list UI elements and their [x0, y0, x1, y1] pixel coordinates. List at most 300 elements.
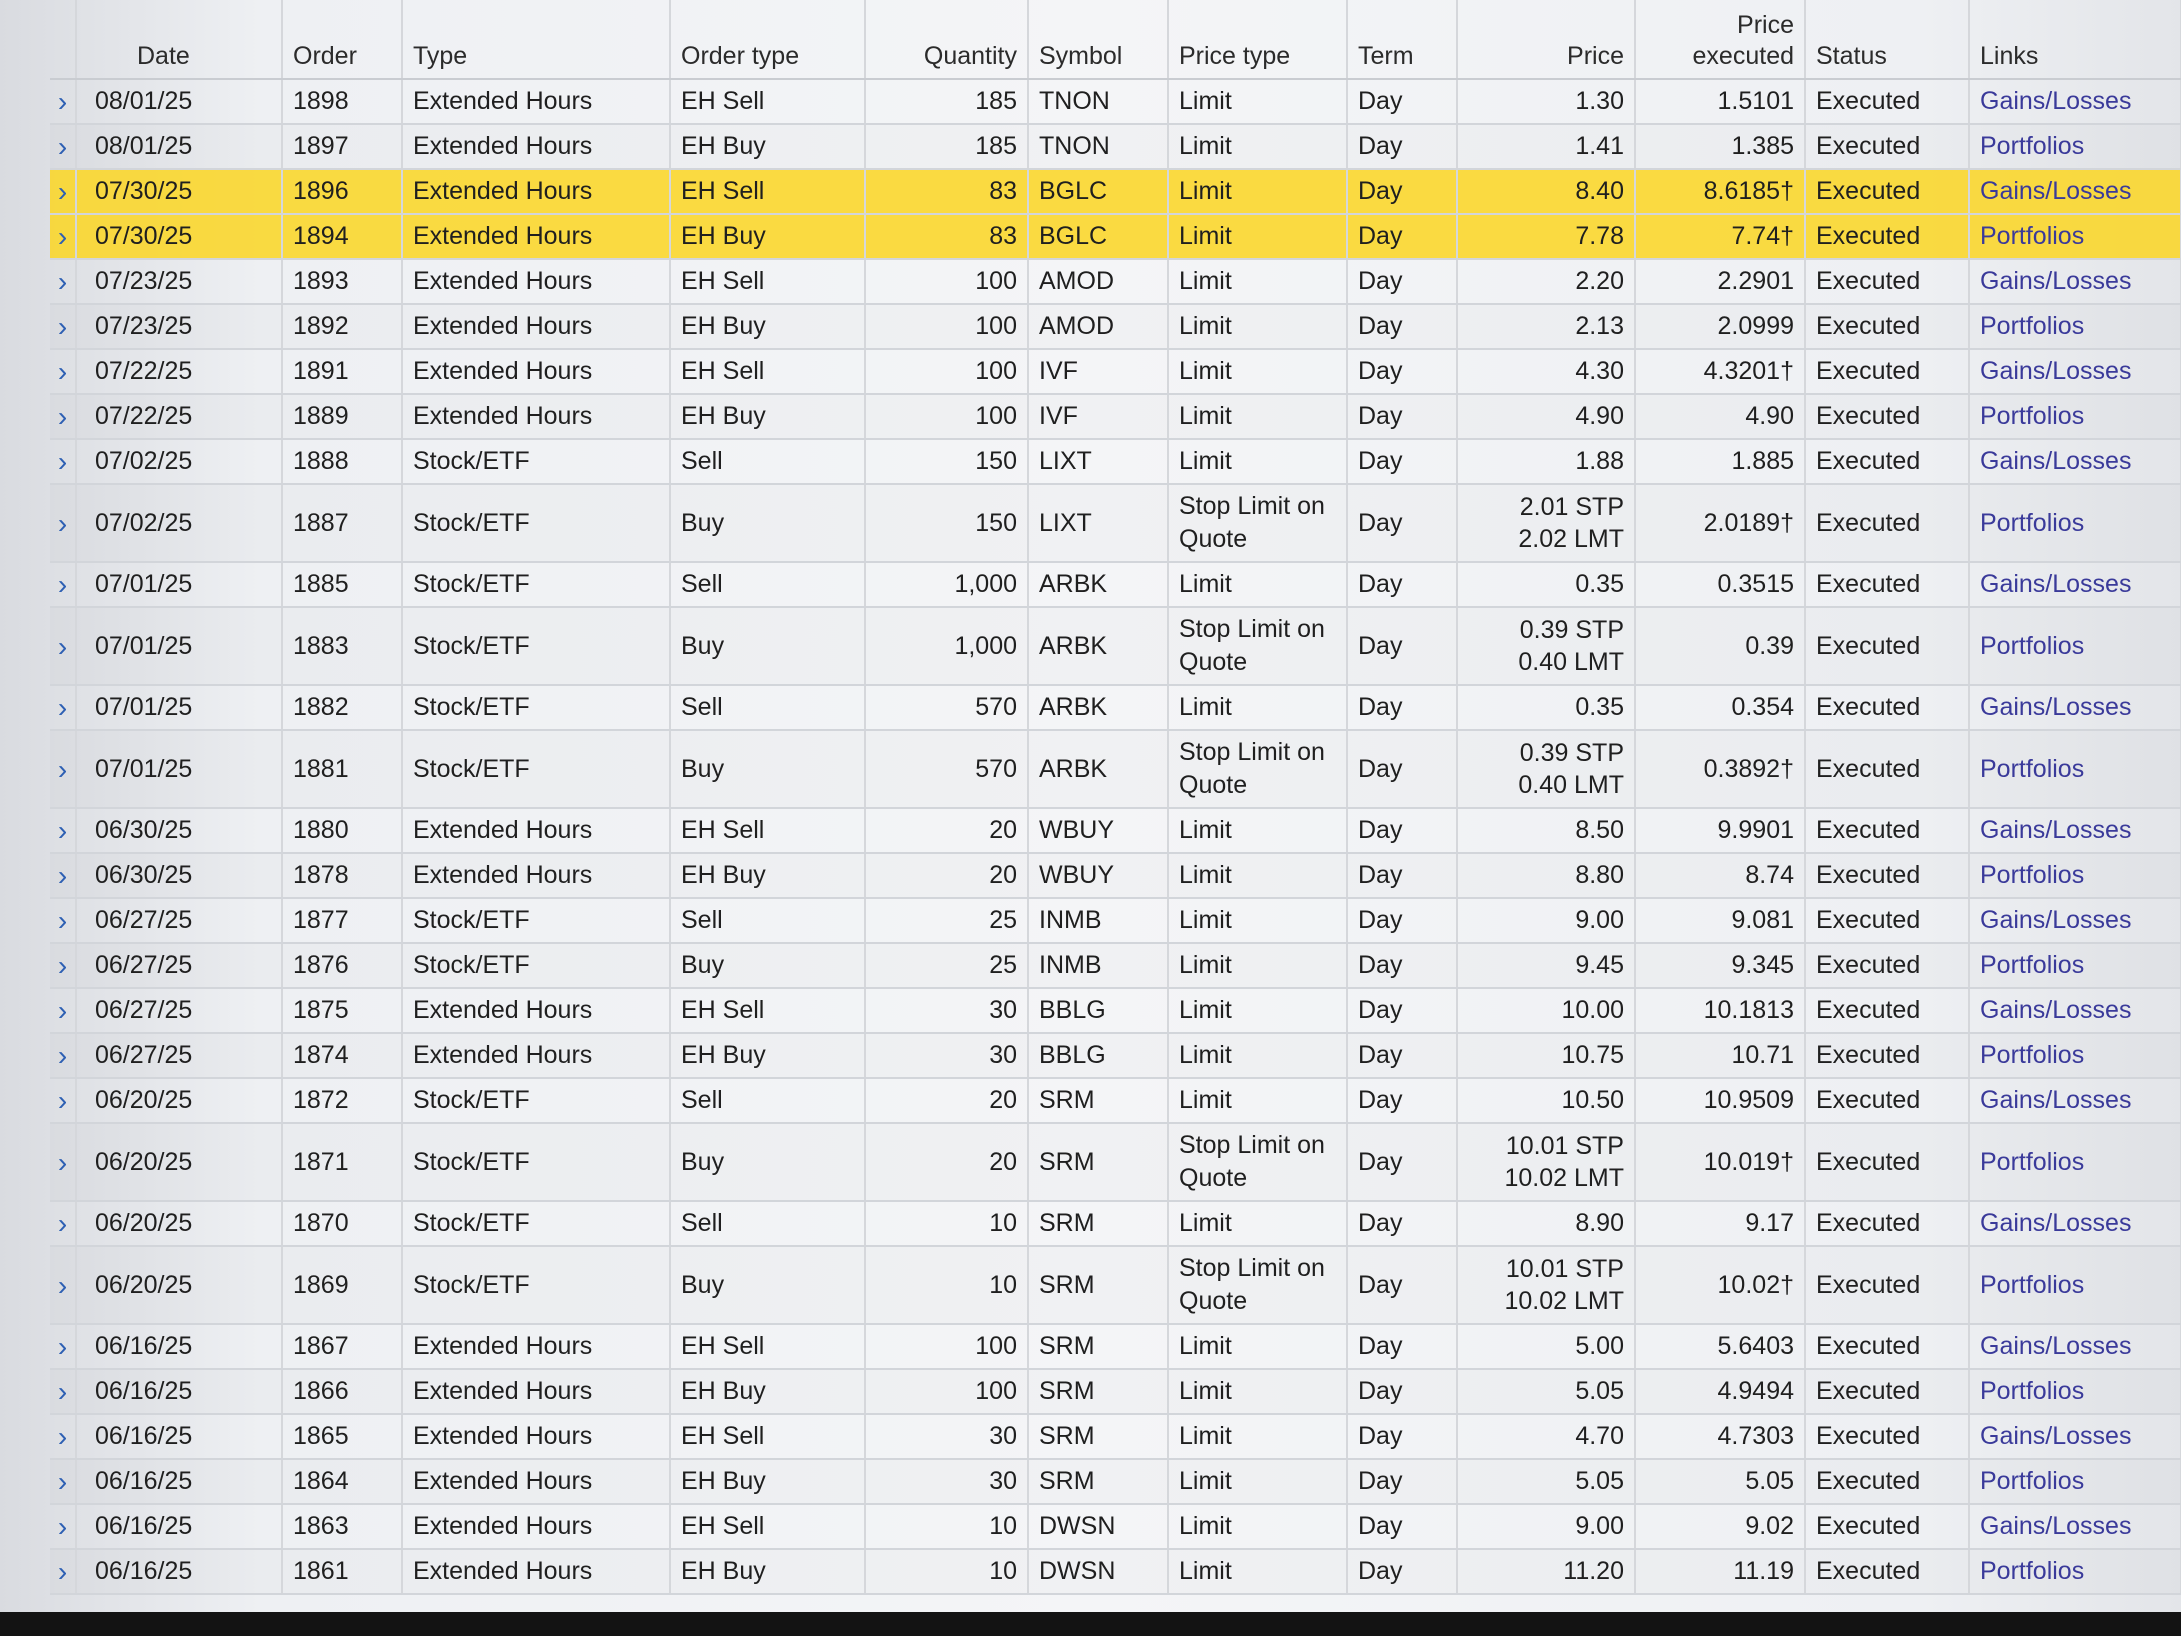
date-cell: 07/02/25 [76, 439, 282, 484]
price-cell: 8.50 [1457, 808, 1635, 853]
price-type-cell: Limit [1168, 439, 1347, 484]
status-cell: Executed [1805, 943, 1969, 988]
row-link[interactable]: Portfolios [1969, 214, 2181, 259]
order-number-cell: 1891 [282, 349, 402, 394]
chevron-right-icon[interactable]: › [50, 394, 76, 439]
status-cell: Executed [1805, 988, 1969, 1033]
price-type-cell: Limit [1168, 562, 1347, 607]
column-header-date[interactable]: Date [76, 0, 282, 79]
price-executed-cell: 0.354 [1635, 685, 1805, 730]
price-type-cell: Limit [1168, 394, 1347, 439]
quantity-cell: 100 [865, 259, 1028, 304]
quantity-cell: 83 [865, 214, 1028, 259]
table-row[interactable] [50, 304, 2181, 349]
chevron-right-icon[interactable]: › [50, 259, 76, 304]
date-cell: 07/30/25 [76, 214, 282, 259]
quantity-cell: 30 [865, 988, 1028, 1033]
row-link[interactable]: Gains/Losses [1969, 808, 2181, 853]
limit-price: 0.40 LMT [1518, 648, 1624, 676]
status-cell: Executed [1805, 898, 1969, 943]
order-number-cell: 1864 [282, 1459, 402, 1504]
term-cell: Day [1347, 988, 1457, 1033]
order-number-cell: 1883 [282, 607, 402, 685]
quantity-cell: 1,000 [865, 607, 1028, 685]
column-header-term[interactable]: Term [1347, 0, 1457, 79]
term-cell: Day [1347, 484, 1457, 562]
symbol-cell: BBLG [1028, 988, 1168, 1033]
price-executed-cell: 10.9509 [1635, 1078, 1805, 1123]
quantity-cell: 10 [865, 1246, 1028, 1324]
row-link[interactable]: Portfolios [1969, 730, 2181, 808]
price-type-cell: Limit [1168, 808, 1347, 853]
column-header-status[interactable]: Status [1805, 0, 1969, 79]
status-cell: Executed [1805, 394, 1969, 439]
order-type-cell: Buy [670, 1123, 865, 1201]
order-number-cell: 1885 [282, 562, 402, 607]
table-row[interactable] [50, 484, 2181, 562]
order-number-cell: 1861 [282, 1549, 402, 1594]
quantity-cell: 30 [865, 1414, 1028, 1459]
price-cell: 4.30 [1457, 349, 1635, 394]
row-link[interactable]: Portfolios [1969, 1033, 2181, 1078]
price-type-cell: Stop Limit on Quote [1168, 607, 1347, 685]
table-row[interactable] [50, 898, 2181, 943]
chevron-right-icon[interactable]: › [50, 1549, 76, 1594]
order-type-cell: Buy [670, 484, 865, 562]
type-cell: Stock/ETF [402, 562, 670, 607]
term-cell: Day [1347, 124, 1457, 169]
price-type-cell: Limit [1168, 1504, 1347, 1549]
column-header-order[interactable]: Order [282, 0, 402, 79]
chevron-right-icon[interactable]: › [50, 562, 76, 607]
row-link[interactable]: Gains/Losses [1969, 898, 2181, 943]
term-cell: Day [1347, 304, 1457, 349]
table-row[interactable] [50, 1246, 2181, 1324]
order-number-cell: 1893 [282, 259, 402, 304]
price-executed-cell: 0.3892† [1635, 730, 1805, 808]
term-cell: Day [1347, 79, 1457, 124]
term-cell: Day [1347, 1201, 1457, 1246]
price-type-cell: Limit [1168, 124, 1347, 169]
price-cell: 5.05 [1457, 1459, 1635, 1504]
term-cell: Day [1347, 685, 1457, 730]
row-link[interactable]: Portfolios [1969, 1246, 2181, 1324]
table-row[interactable] [50, 1504, 2181, 1549]
date-cell: 06/16/25 [76, 1549, 282, 1594]
row-link[interactable]: Gains/Losses [1969, 349, 2181, 394]
symbol-cell: WBUY [1028, 853, 1168, 898]
order-type-cell: Sell [670, 1078, 865, 1123]
row-link[interactable]: Gains/Losses [1969, 79, 2181, 124]
row-link[interactable]: Gains/Losses [1969, 1324, 2181, 1369]
order-type-cell: EH Sell [670, 169, 865, 214]
price-executed-cell: 4.3201† [1635, 349, 1805, 394]
term-cell: Day [1347, 349, 1457, 394]
order-type-cell: EH Buy [670, 1369, 865, 1414]
date-cell: 06/27/25 [76, 988, 282, 1033]
order-type-cell: EH Buy [670, 853, 865, 898]
chevron-right-icon[interactable]: › [50, 1078, 76, 1123]
limit-price: 10.02 LMT [1504, 1287, 1624, 1315]
date-cell: 06/16/25 [76, 1414, 282, 1459]
term-cell: Day [1347, 1369, 1457, 1414]
row-link[interactable]: Portfolios [1969, 607, 2181, 685]
price-executed-cell: 7.74† [1635, 214, 1805, 259]
type-cell: Stock/ETF [402, 685, 670, 730]
orders-table [50, 0, 2181, 1595]
type-cell: Extended Hours [402, 853, 670, 898]
status-cell: Executed [1805, 1324, 1969, 1369]
row-link[interactable]: Portfolios [1969, 1369, 2181, 1414]
price-executed-cell: 5.05 [1635, 1459, 1805, 1504]
order-number-cell: 1866 [282, 1369, 402, 1414]
date-cell: 07/23/25 [76, 304, 282, 349]
table-row[interactable] [50, 685, 2181, 730]
symbol-cell: AMOD [1028, 259, 1168, 304]
price-cell: 10.50 [1457, 1078, 1635, 1123]
chevron-right-icon[interactable]: › [50, 1201, 76, 1246]
term-cell: Day [1347, 607, 1457, 685]
order-number-cell: 1889 [282, 394, 402, 439]
table-row[interactable] [50, 439, 2181, 484]
row-link[interactable]: Gains/Losses [1969, 1201, 2181, 1246]
term-cell: Day [1347, 1246, 1457, 1324]
date-cell: 06/16/25 [76, 1504, 282, 1549]
row-link[interactable]: Gains/Losses [1969, 1078, 2181, 1123]
quantity-cell: 10 [865, 1201, 1028, 1246]
type-cell: Stock/ETF [402, 484, 670, 562]
order-number-cell: 1892 [282, 304, 402, 349]
order-type-cell: Sell [670, 898, 865, 943]
price-executed-cell: 9.345 [1635, 943, 1805, 988]
row-link[interactable]: Portfolios [1969, 124, 2181, 169]
table-header-row [50, 0, 2181, 79]
table-row[interactable] [50, 1549, 2181, 1594]
status-cell: Executed [1805, 214, 1969, 259]
price-cell: 5.05 [1457, 1369, 1635, 1414]
table-row[interactable] [50, 1459, 2181, 1504]
date-cell: 07/02/25 [76, 484, 282, 562]
term-cell: Day [1347, 1078, 1457, 1123]
chevron-right-icon[interactable]: › [50, 79, 76, 124]
price-cell: 9.00 [1457, 1504, 1635, 1549]
quantity-cell: 150 [865, 484, 1028, 562]
row-link[interactable]: Portfolios [1969, 1459, 2181, 1504]
column-header-price-executed[interactable]: Price executed [1635, 0, 1805, 79]
table-row[interactable] [50, 1414, 2181, 1459]
chevron-right-icon[interactable]: › [50, 484, 76, 562]
order-type-cell: Buy [670, 943, 865, 988]
order-type-cell: Buy [670, 1246, 865, 1324]
status-cell: Executed [1805, 259, 1969, 304]
price-executed-cell: 11.19 [1635, 1549, 1805, 1594]
symbol-cell: DWSN [1028, 1549, 1168, 1594]
date-cell: 06/16/25 [76, 1459, 282, 1504]
symbol-cell: SRM [1028, 1324, 1168, 1369]
chevron-right-icon[interactable]: › [50, 853, 76, 898]
chevron-right-icon[interactable]: › [50, 1123, 76, 1201]
type-cell: Stock/ETF [402, 1123, 670, 1201]
price-type-cell: Limit [1168, 1078, 1347, 1123]
symbol-cell: SRM [1028, 1201, 1168, 1246]
term-cell: Day [1347, 730, 1457, 808]
date-cell: 07/01/25 [76, 685, 282, 730]
order-number-cell: 1875 [282, 988, 402, 1033]
table-row[interactable] [50, 607, 2181, 685]
price-cell: 2.13 [1457, 304, 1635, 349]
price-cell: 10.00 [1457, 988, 1635, 1033]
row-link[interactable]: Portfolios [1969, 853, 2181, 898]
price-executed-cell: 4.90 [1635, 394, 1805, 439]
term-cell: Day [1347, 1549, 1457, 1594]
date-cell: 06/27/25 [76, 898, 282, 943]
order-number-cell: 1898 [282, 79, 402, 124]
column-header-symbol[interactable]: Symbol [1028, 0, 1168, 79]
date-cell: 07/30/25 [76, 169, 282, 214]
row-link[interactable]: Portfolios [1969, 484, 2181, 562]
symbol-cell: SRM [1028, 1414, 1168, 1459]
status-cell: Executed [1805, 853, 1969, 898]
order-type-cell: EH Sell [670, 259, 865, 304]
type-cell: Stock/ETF [402, 607, 670, 685]
chevron-right-icon[interactable]: › [50, 988, 76, 1033]
column-header-quantity[interactable]: Quantity [865, 0, 1028, 79]
term-cell: Day [1347, 259, 1457, 304]
order-type-cell: EH Buy [670, 124, 865, 169]
term-cell: Day [1347, 1123, 1457, 1201]
chevron-right-icon[interactable]: › [50, 1504, 76, 1549]
table-row[interactable] [50, 1078, 2181, 1123]
chevron-right-icon[interactable]: › [50, 685, 76, 730]
type-cell: Extended Hours [402, 349, 670, 394]
price-cell: 1.30 [1457, 79, 1635, 124]
quantity-cell: 100 [865, 1324, 1028, 1369]
type-cell: Stock/ETF [402, 943, 670, 988]
date-cell: 06/16/25 [76, 1369, 282, 1414]
symbol-cell: DWSN [1028, 1504, 1168, 1549]
symbol-cell: LIXT [1028, 484, 1168, 562]
row-link[interactable]: Portfolios [1969, 304, 2181, 349]
price-executed-cell: 10.02† [1635, 1246, 1805, 1324]
quantity-cell: 100 [865, 394, 1028, 439]
chevron-right-icon[interactable]: › [50, 1459, 76, 1504]
order-type-cell: EH Buy [670, 304, 865, 349]
row-link[interactable]: Portfolios [1969, 394, 2181, 439]
date-cell: 07/22/25 [76, 349, 282, 394]
symbol-cell: TNON [1028, 124, 1168, 169]
order-type-cell: EH Buy [670, 1459, 865, 1504]
symbol-cell: BGLC [1028, 214, 1168, 259]
stop-price: 10.01 STP [1505, 1255, 1624, 1283]
row-link[interactable]: Portfolios [1969, 1123, 2181, 1201]
table-row[interactable] [50, 259, 2181, 304]
symbol-cell: INMB [1028, 943, 1168, 988]
chevron-right-icon[interactable]: › [50, 943, 76, 988]
price-executed-cell: 2.2901 [1635, 259, 1805, 304]
symbol-cell: SRM [1028, 1459, 1168, 1504]
chevron-right-icon[interactable]: › [50, 1324, 76, 1369]
table-row[interactable] [50, 1324, 2181, 1369]
table-row[interactable] [50, 349, 2181, 394]
price-type-cell: Limit [1168, 1414, 1347, 1459]
symbol-cell: LIXT [1028, 439, 1168, 484]
price-cell: 7.78 [1457, 214, 1635, 259]
symbol-cell: WBUY [1028, 808, 1168, 853]
price-type-cell: Limit [1168, 349, 1347, 394]
price-executed-cell: 5.6403 [1635, 1324, 1805, 1369]
date-cell: 06/30/25 [76, 808, 282, 853]
order-number-cell: 1870 [282, 1201, 402, 1246]
chevron-right-icon[interactable]: › [50, 1369, 76, 1414]
row-link[interactable]: Portfolios [1969, 943, 2181, 988]
table-row[interactable] [50, 808, 2181, 853]
symbol-cell: TNON [1028, 79, 1168, 124]
chevron-right-icon[interactable]: › [50, 169, 76, 214]
symbol-cell: SRM [1028, 1123, 1168, 1201]
row-link[interactable]: Gains/Losses [1969, 259, 2181, 304]
table-row[interactable] [50, 562, 2181, 607]
status-cell: Executed [1805, 124, 1969, 169]
price-cell [1457, 1246, 1635, 1324]
column-header-price[interactable]: Price [1457, 0, 1635, 79]
chevron-right-icon[interactable]: › [50, 808, 76, 853]
type-cell: Extended Hours [402, 1549, 670, 1594]
price-executed-cell: 1.385 [1635, 124, 1805, 169]
term-cell: Day [1347, 853, 1457, 898]
status-cell: Executed [1805, 607, 1969, 685]
type-cell: Extended Hours [402, 988, 670, 1033]
type-cell: Extended Hours [402, 214, 670, 259]
chevron-right-icon[interactable]: › [50, 1414, 76, 1459]
order-number-cell: 1896 [282, 169, 402, 214]
chevron-right-icon[interactable]: › [50, 304, 76, 349]
symbol-cell: ARBK [1028, 730, 1168, 808]
date-cell: 06/20/25 [76, 1246, 282, 1324]
term-cell: Day [1347, 1033, 1457, 1078]
table-row[interactable] [50, 1369, 2181, 1414]
order-number-cell: 1872 [282, 1078, 402, 1123]
order-type-cell: EH Buy [670, 394, 865, 439]
term-cell: Day [1347, 439, 1457, 484]
symbol-cell: IVF [1028, 394, 1168, 439]
chevron-right-icon[interactable]: › [50, 898, 76, 943]
type-cell: Extended Hours [402, 1324, 670, 1369]
price-executed-cell: 1.885 [1635, 439, 1805, 484]
order-type-cell: EH Sell [670, 349, 865, 394]
quantity-cell: 100 [865, 349, 1028, 394]
row-link[interactable]: Gains/Losses [1969, 169, 2181, 214]
limit-price: 10.02 LMT [1504, 1164, 1624, 1192]
table-row[interactable] [50, 79, 2181, 124]
symbol-cell: ARBK [1028, 607, 1168, 685]
chevron-right-icon[interactable]: › [50, 349, 76, 394]
order-number-cell: 1874 [282, 1033, 402, 1078]
price-executed-cell: 0.39 [1635, 607, 1805, 685]
column-header-type[interactable]: Type [402, 0, 670, 79]
order-type-cell: EH Buy [670, 1033, 865, 1078]
order-type-cell: Sell [670, 562, 865, 607]
quantity-cell: 185 [865, 79, 1028, 124]
price-type-cell: Limit [1168, 1459, 1347, 1504]
stop-price: 2.01 STP [1519, 493, 1624, 521]
quantity-cell: 20 [865, 1123, 1028, 1201]
row-link[interactable]: Gains/Losses [1969, 439, 2181, 484]
chevron-right-icon[interactable]: › [50, 730, 76, 808]
table-row[interactable] [50, 214, 2181, 259]
term-cell: Day [1347, 169, 1457, 214]
order-type-cell: Buy [670, 607, 865, 685]
status-cell: Executed [1805, 1033, 1969, 1078]
status-cell: Executed [1805, 808, 1969, 853]
order-type-cell: EH Sell [670, 79, 865, 124]
row-link[interactable]: Gains/Losses [1969, 988, 2181, 1033]
table-row[interactable] [50, 1201, 2181, 1246]
table-row[interactable] [50, 124, 2181, 169]
status-cell: Executed [1805, 685, 1969, 730]
table-row[interactable] [50, 730, 2181, 808]
symbol-cell: ARBK [1028, 685, 1168, 730]
date-cell: 06/27/25 [76, 943, 282, 988]
date-cell: 08/01/25 [76, 79, 282, 124]
price-type-cell: Limit [1168, 943, 1347, 988]
status-cell: Executed [1805, 730, 1969, 808]
date-cell: 08/01/25 [76, 124, 282, 169]
chevron-right-icon[interactable]: › [50, 124, 76, 169]
row-link[interactable]: Gains/Losses [1969, 1414, 2181, 1459]
chevron-right-icon[interactable]: › [50, 214, 76, 259]
chevron-right-icon[interactable]: › [50, 607, 76, 685]
quantity-cell: 30 [865, 1459, 1028, 1504]
row-link[interactable]: Portfolios [1969, 1549, 2181, 1594]
table-row[interactable] [50, 1123, 2181, 1201]
table-row[interactable] [50, 1033, 2181, 1078]
type-cell: Extended Hours [402, 1459, 670, 1504]
quantity-cell: 10 [865, 1549, 1028, 1594]
order-type-cell: EH Sell [670, 808, 865, 853]
row-link[interactable]: Gains/Losses [1969, 685, 2181, 730]
chevron-right-icon[interactable]: › [50, 1033, 76, 1078]
price-type-cell: Limit [1168, 1549, 1347, 1594]
row-link[interactable]: Gains/Losses [1969, 1504, 2181, 1549]
stop-price: 0.39 STP [1519, 739, 1624, 767]
column-header-price-type[interactable]: Price type [1168, 0, 1347, 79]
table-row[interactable] [50, 988, 2181, 1033]
quantity-cell: 20 [865, 808, 1028, 853]
chevron-right-icon[interactable]: › [50, 439, 76, 484]
price-type-cell: Limit [1168, 1033, 1347, 1078]
chevron-right-icon[interactable]: › [50, 1246, 76, 1324]
type-cell: Stock/ETF [402, 1078, 670, 1123]
status-cell: Executed [1805, 1369, 1969, 1414]
table-row[interactable] [50, 394, 2181, 439]
table-row[interactable] [50, 169, 2181, 214]
column-header-order-type[interactable]: Order type [670, 0, 865, 79]
price-executed-cell: 0.3515 [1635, 562, 1805, 607]
price-type-cell: Stop Limit on Quote [1168, 1246, 1347, 1324]
table-row[interactable] [50, 853, 2181, 898]
type-cell: Extended Hours [402, 304, 670, 349]
price-executed-cell: 8.74 [1635, 853, 1805, 898]
symbol-cell: ARBK [1028, 562, 1168, 607]
price-cell: 2.20 [1457, 259, 1635, 304]
row-link[interactable]: Gains/Losses [1969, 562, 2181, 607]
price-executed-cell: 9.17 [1635, 1201, 1805, 1246]
date-cell: 06/16/25 [76, 1324, 282, 1369]
order-type-cell: Sell [670, 1201, 865, 1246]
table-row[interactable] [50, 943, 2181, 988]
price-type-cell: Limit [1168, 1324, 1347, 1369]
price-cell: 5.00 [1457, 1324, 1635, 1369]
